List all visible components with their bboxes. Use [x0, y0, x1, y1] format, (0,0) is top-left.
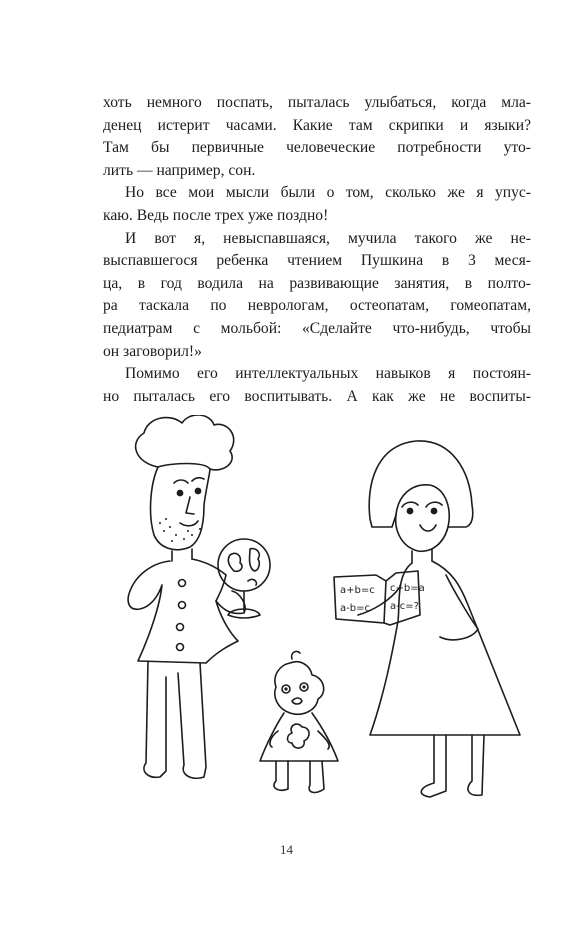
text-line: но пыталась его воспитывать. А как же не воспиты- [103, 387, 531, 405]
chef-hat [136, 415, 234, 470]
father-legs [144, 661, 206, 778]
mother-legs [421, 735, 484, 797]
body-text [103, 92, 531, 408]
text-line: ца, в год водила на развивающие занятия, в полто- [103, 274, 531, 292]
family-illustration [100, 415, 530, 810]
text-line: хоть немного поспать, пыталась улыбаться, когда мла- [103, 94, 531, 111]
text-line: каю. Ведь после трех уже поздно! [103, 206, 329, 224]
open-book [334, 571, 425, 625]
text-line: Но все мои мысли были о том, сколько же я упус- [125, 184, 531, 202]
text-line: он заговорил!» [103, 342, 202, 360]
text-line: И вот я, невыспавшаяся, мучила такого же не- [125, 229, 531, 247]
text-line: выспавшегося ребенка чтением Пушкина в 3 меся- [103, 252, 531, 270]
father-arm [216, 591, 245, 614]
text-line: ра таскала по неврологам, остеопатам, гомеопатам, [103, 297, 531, 315]
mother-hair [369, 441, 473, 527]
book-formula: a+b=c [340, 585, 375, 596]
mother-face [396, 515, 448, 551]
text-line: Там бы первичные человеческие потребности уто- [103, 139, 531, 157]
coat-buttons [177, 580, 186, 651]
book-formula: c+b=a [390, 583, 425, 594]
text-line: Помимо его интеллектуальных навыков я постоян- [125, 365, 531, 383]
page-number: 14 [280, 842, 293, 857]
father-figure [128, 415, 270, 778]
text-line: лить — например, сон. [103, 161, 256, 179]
book-formula: a-b=c [340, 603, 370, 614]
beard-stubble [159, 518, 201, 542]
text-line: денец истерит часами. Какие там скрипки и языки? [103, 116, 531, 134]
teddy-bear [288, 724, 310, 748]
baby-figure [260, 651, 338, 792]
mother-figure [334, 441, 520, 797]
book-formula: a-c=? [390, 601, 419, 612]
text-line: педиатрам с мольбой: «Сделайте что-нибудь, чтобы [103, 319, 531, 337]
